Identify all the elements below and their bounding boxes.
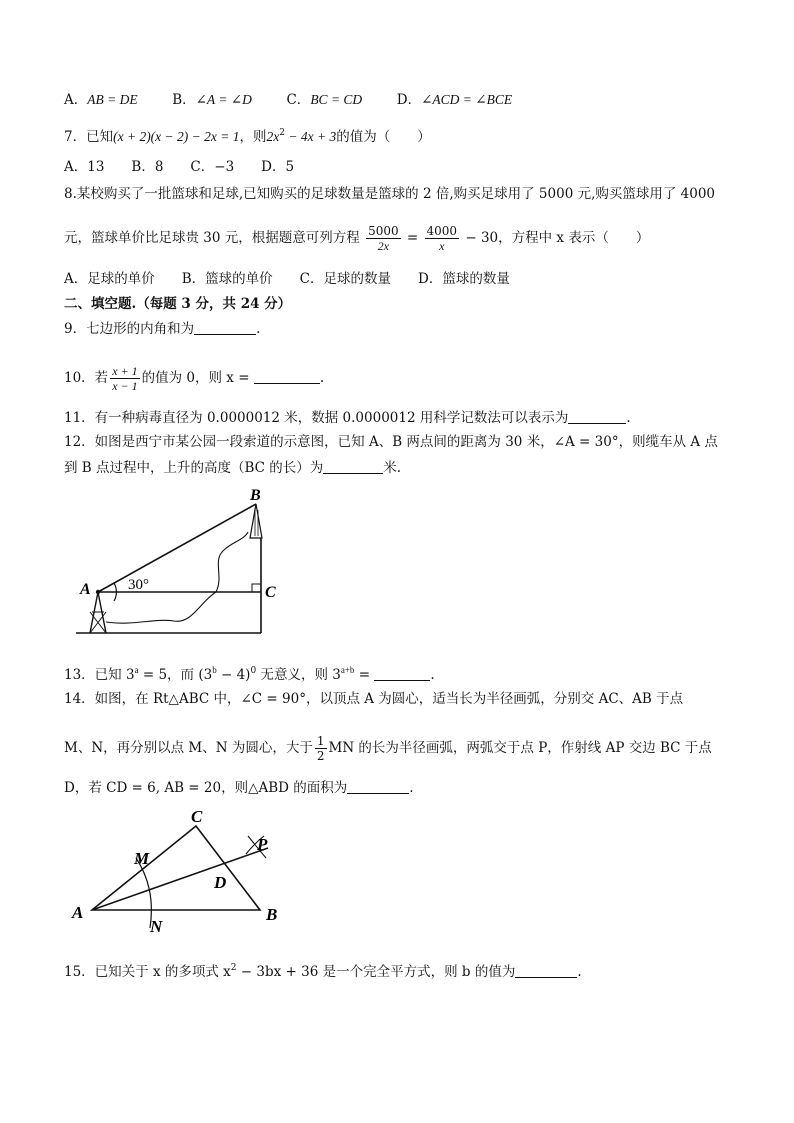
- question-9: [64, 320, 260, 338]
- q14-line-3: [64, 779, 414, 797]
- cable-line-ab: [98, 504, 256, 592]
- q6-option-a-label: A．: [64, 92, 88, 108]
- q14-line-2: [64, 734, 712, 763]
- q8-minus-30: − 30: [461, 230, 499, 246]
- q15-end: .: [577, 964, 582, 980]
- q12-line-1: 12．如图是西宁市某公园一段索道的示意图，已知 A、B 两点间的距离为 30 米，∠A = 30°，则缆车从 A 点: [64, 434, 718, 450]
- q7-options: A．13 B．8 C．−3 D．5: [64, 159, 295, 175]
- q8-line-1: 8.某校购买了一批篮球和足球,已知购买的足球数量是篮球的 2 倍,购买足球用了 5000 元,购买篮球用了 4000: [64, 186, 716, 202]
- q9-text: 9．七边形的内角和为: [64, 321, 195, 337]
- label-p: P: [257, 835, 268, 854]
- question-7: [64, 124, 431, 146]
- q13-part-4: 无意义，则 3: [256, 667, 341, 683]
- q8-options: A．足球的单价 B．篮球的单价 C．足球的数量 D．篮球的数量: [64, 271, 510, 287]
- q12-line-2: [64, 459, 401, 477]
- label-a: A: [80, 581, 91, 598]
- q13-part-2: = 5，而 (3: [138, 667, 213, 683]
- label-c: C: [191, 807, 203, 826]
- label-b: B: [266, 905, 278, 924]
- q6-option-d-label: D．: [396, 92, 422, 108]
- triangle-abc: [92, 826, 260, 910]
- q13-exp-0: 0: [250, 666, 257, 676]
- q9-end: .: [256, 321, 261, 337]
- q12-end: 米.: [383, 460, 402, 476]
- q6-option-c-label: C．: [286, 92, 311, 108]
- q10-denominator: x − 1: [112, 379, 138, 393]
- q13-part-3: − 4): [216, 667, 251, 683]
- q8-frac1-den: 2x: [377, 239, 389, 253]
- question-11: [64, 409, 631, 427]
- label-c: C: [265, 584, 276, 601]
- question-15: [64, 959, 582, 981]
- q13-exp-b: b: [212, 665, 217, 675]
- q13-part-1: 13．已知 3: [64, 667, 135, 683]
- q7-mid: ，则: [239, 129, 267, 145]
- triangle-construction-figure: [70, 806, 300, 936]
- label-a: A: [72, 903, 84, 922]
- q6-option-c: BC = CD: [310, 92, 363, 107]
- question-13: [64, 661, 435, 684]
- q7-target-expression: 2x: [266, 129, 280, 144]
- q9-answer-blank[interactable]: [194, 322, 256, 335]
- q11-end: .: [626, 410, 631, 426]
- q12-line-2-text: 到 B 点过程中，上升的高度（BC 的长）为: [64, 460, 324, 476]
- q12-answer-blank[interactable]: [323, 461, 383, 474]
- label-n: N: [150, 917, 163, 936]
- q6-option-a: AB = DE: [87, 92, 138, 107]
- q11-text: 11．有一种病毒直径为 0.0000012 米，数据 0.0000012 用科学记数法可以表示为: [64, 410, 569, 426]
- cable-car-figure: [74, 480, 286, 640]
- q8-frac2-den: x: [439, 239, 445, 253]
- q14-frac-den: 2: [316, 749, 325, 763]
- q7-suffix: 的值为（ ）: [336, 129, 431, 145]
- q10-answer-blank[interactable]: [254, 371, 320, 384]
- q13-end: .: [430, 667, 435, 683]
- q14-answer-blank[interactable]: [347, 781, 409, 794]
- q7-target-expression-tail: − 4x + 3: [284, 129, 337, 144]
- q8-fraction-2: [425, 224, 460, 253]
- q15-answer-blank[interactable]: [515, 965, 577, 978]
- q14-half-fraction: [315, 734, 327, 763]
- angle-label-30: 30°: [128, 577, 149, 593]
- q8-line-2-suffix: ，方程中 x 表示（ ）: [498, 230, 650, 246]
- label-b: B: [250, 487, 261, 504]
- right-angle-mark: [252, 584, 261, 592]
- q14-frac-num: 1: [316, 734, 325, 748]
- q15-exponent: 2: [230, 963, 237, 973]
- q11-answer-blank[interactable]: [568, 411, 626, 424]
- label-d: D: [214, 873, 227, 892]
- q6-options: [64, 91, 512, 109]
- q13-answer-blank[interactable]: [374, 668, 430, 681]
- q13-exp-a: a: [134, 665, 139, 675]
- q8-line-2-prefix: 元，篮球单价比足球贵 30 元，根据题意可列方程: [64, 230, 360, 246]
- q14-line-1: 14．如图，在 Rt△ABC 中，∠C = 90°，以顶点 A 为圆心，适当长为半径画弧，分别交 AC、AB 于点: [64, 691, 684, 707]
- q14-end: .: [409, 780, 414, 796]
- q10-end: .: [319, 370, 325, 386]
- q14-line-2-post: MN 的长为半径画弧，两弧交于点 P，作射线 AP 交边 BC 于点: [328, 740, 712, 756]
- q10-fraction: [110, 364, 139, 393]
- q14-line-3-text: D，若 CD = 6, AB = 20，则△ABD 的面积为: [64, 780, 348, 796]
- section-2-title: 二、填空题.（每题 3 分，共 24 分）: [64, 296, 292, 312]
- q10-numerator: x + 1: [112, 364, 138, 378]
- q8-line-2: [64, 224, 649, 253]
- q8-frac1-num: 5000: [368, 224, 399, 238]
- q6-option-b: ∠A = ∠D: [195, 92, 252, 107]
- q10-mid: 的值为 0，则 x =: [141, 370, 254, 386]
- q10-prefix: 10．若: [64, 370, 109, 386]
- point-a: [96, 590, 100, 594]
- q15-part-2: − 3bx + 36 是一个完全平方式，则 b 的值为: [236, 964, 516, 980]
- q7-expression: (x + 2)(x − 2) − 2x = 1: [113, 129, 240, 144]
- question-10: [64, 364, 324, 393]
- q8-fraction-1: [366, 224, 401, 253]
- q6-option-b-label: B．: [172, 92, 196, 108]
- ray-ap: [92, 848, 268, 910]
- q7-exponent: 2: [279, 128, 285, 138]
- label-m: M: [134, 849, 150, 868]
- q8-equals: =: [402, 230, 423, 246]
- q15-part-1: 15．已知关于 x 的多项式 x: [64, 964, 231, 980]
- q13-part-5: =: [354, 667, 375, 683]
- q14-line-2-pre: M、N，再分别以点 M、N 为圆心，大于: [64, 740, 313, 756]
- q6-option-d: ∠ACD = ∠BCE: [421, 92, 513, 107]
- tower-b: [250, 504, 262, 538]
- q8-frac2-num: 4000: [426, 224, 458, 238]
- q7-prefix: 7．已知: [64, 129, 114, 145]
- q13-exp-ab: a+b: [340, 665, 355, 675]
